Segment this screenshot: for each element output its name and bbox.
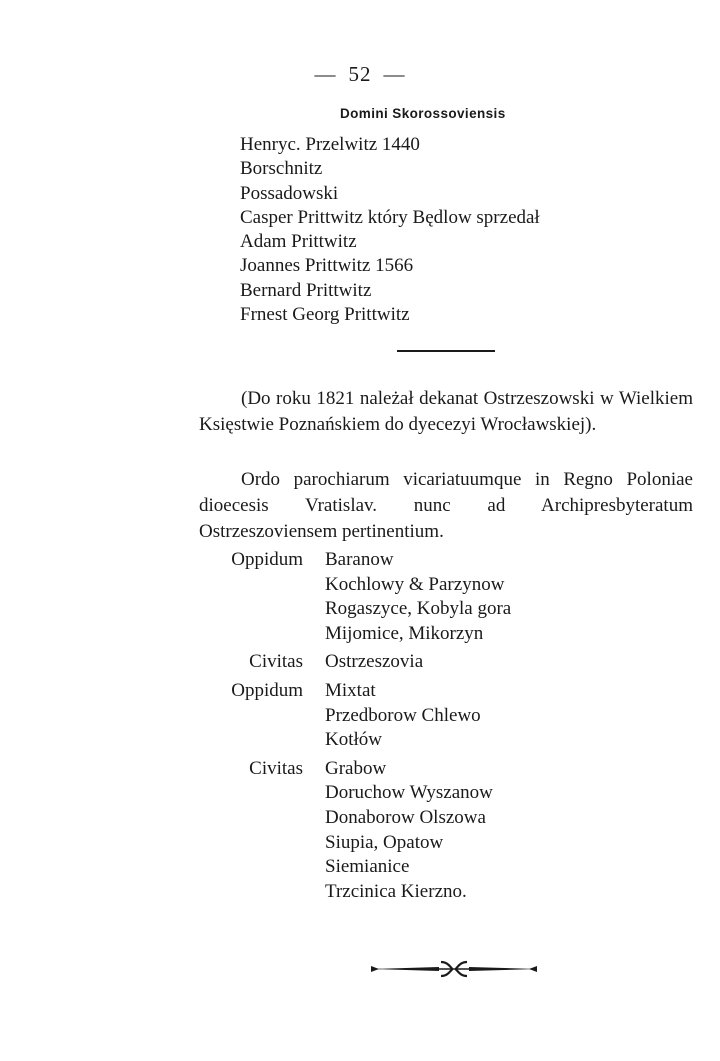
owner-name: Possadowski xyxy=(240,182,339,204)
place-item: Siemianice xyxy=(325,856,410,878)
parish-group xyxy=(199,757,699,905)
page-number-dash-left: — xyxy=(314,62,337,86)
ornament-tailpiece-icon xyxy=(369,958,539,980)
group-label: Oppidum xyxy=(231,549,303,570)
place-item: Przedborow Chlewo xyxy=(325,704,481,726)
owner-name: Casper Prittwitz który Będlow sprzedał xyxy=(240,206,540,228)
place-item: Ostrzeszovia xyxy=(325,651,424,673)
parish-group xyxy=(199,650,699,675)
place-item: Grabow xyxy=(325,757,387,779)
ordo-paragraph: Ordo parochiarum vicariatuumque in Regno Poloniae dioecesis Vratislav. nunc ad Archipresbyteratum Ostrzeszoviensem pertinentium. xyxy=(199,469,693,542)
owner-name: Bernard Prittwitz xyxy=(240,279,372,301)
group-label: Oppidum xyxy=(231,679,303,701)
place-list xyxy=(325,679,481,753)
owner-name: Adam Prittwitz xyxy=(240,231,357,253)
place-item: Trzcinica Kierzno. xyxy=(325,880,467,902)
section-divider xyxy=(397,350,495,352)
page-number xyxy=(0,62,720,87)
owner-name: Henryc. Przelwitz 1440 xyxy=(240,134,420,155)
page-number-dash-right: — xyxy=(383,62,406,86)
place-item: Kotłów xyxy=(325,729,382,751)
note-paragraph: (Do roku 1821 należał dekanat Ostrzeszowski w Wielkiem Księstwie Poznańskiem do dyecezyi Wrocławskiej). xyxy=(199,388,693,435)
place-item: Siupia, Opatow xyxy=(325,831,444,853)
place-item: Rogaszyce, Kobyla gora xyxy=(325,598,512,620)
parish-list xyxy=(199,548,699,908)
page-number-value: 52 xyxy=(348,62,372,86)
place-item: Donaborow Olszowa xyxy=(325,806,486,828)
owner-name: Joannes Prittwitz 1566 xyxy=(240,255,414,277)
parish-group xyxy=(199,548,699,646)
owner-name: Frnest Georg Prittwitz xyxy=(240,304,410,326)
place-item: Kochlowy & Parzynow xyxy=(325,573,505,595)
place-list xyxy=(325,548,511,646)
place-list xyxy=(325,650,423,675)
group-label: Civitas xyxy=(249,757,303,779)
place-list xyxy=(325,757,493,905)
section-title: Domini Skorossoviensis xyxy=(340,106,506,121)
owner-name: Borschnitz xyxy=(240,158,323,180)
place-item: Mixtat xyxy=(325,679,376,701)
place-item: Doruchow Wyszanow xyxy=(325,782,493,804)
place-item: Mijomice, Mikorzyn xyxy=(325,622,484,644)
place-item: Baranow xyxy=(325,549,394,570)
parish-group xyxy=(199,679,699,753)
owner-name-list xyxy=(240,133,540,327)
group-label: Civitas xyxy=(249,651,303,673)
